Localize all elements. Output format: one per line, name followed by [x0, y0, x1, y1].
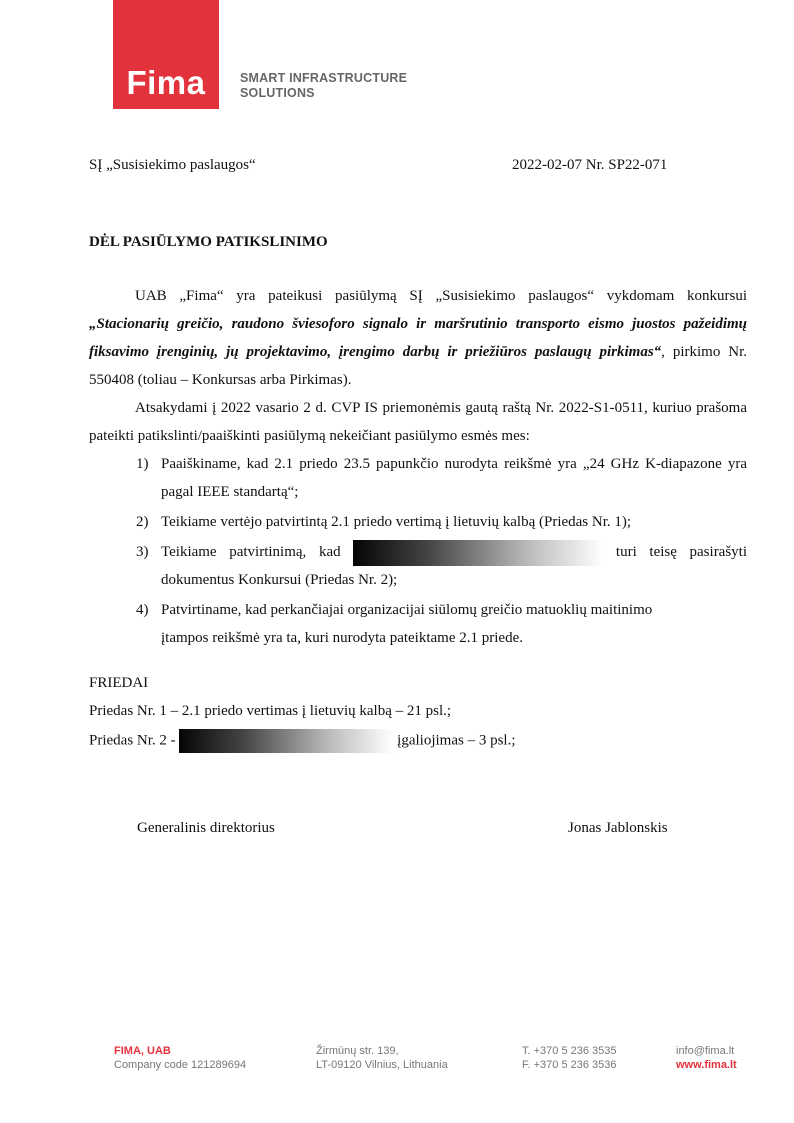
- list-item: 4) Patvirtiname, kad perkančiajai organizacijai siūlomų greičio matuoklių maitinimo įtampos reikšmė yra ta, kuri nurodyta pateiktame 2.1 priede.: [136, 602, 653, 646]
- intro-tail: , pirkimo Nr. 550408 (toliau – Konkursas arba Pirkimas).: [89, 344, 747, 388]
- response-list: [136, 450, 747, 654]
- tagline-line-1: SMART INFRASTRUCTURE: [240, 71, 408, 85]
- footer-company: FIMA, UAB Company code 121289694: [114, 1045, 247, 1071]
- response-text: Atsakydami į 2022 vasario 2 d. CVP IS priemonėmis gautą raštą Nr. 2022-S1-0511, kuriuo prašoma pateikti patikslinti/paaiškinti pasiūlymą nekeičiant pasiūlymo esmės mes:: [89, 400, 747, 444]
- logo-text: Fima: [126, 64, 206, 101]
- addressee: SĮ „Susisiekimo paslaugos“: [89, 157, 256, 173]
- redacted-attachment-name: [179, 729, 393, 753]
- signatory-role: Generalinis direktorius: [137, 820, 275, 836]
- date-reference: 2022-02-07 Nr. SP22-071: [512, 157, 668, 173]
- company-tagline: [240, 71, 407, 101]
- response-paragraph: [89, 394, 747, 450]
- list-item: 1) Paaiškiname, kad 2.1 priedo 23.5 papunkčio nurodyta reikšmė yra „24 GHz K-diapazone yra pagal IEEE standartą“;: [136, 456, 747, 500]
- attachment-2: Priedas Nr. 2 - įgaliojimas – 3 psl.;: [89, 729, 516, 753]
- intro-text: UAB „Fima“ yra pateikusi pasiūlymą SĮ „Susisiekimo paslaugos“ vykdomam konkursui: [135, 288, 747, 304]
- intro-paragraph: [89, 282, 747, 394]
- website-link[interactable]: www.fima.lt: [676, 1059, 737, 1071]
- footer-address: Žirmūnų str. 139, LT-09120 Vilnius, Lithuania: [316, 1045, 448, 1071]
- attachment-1: Priedas Nr. 1 – 2.1 priedo vertimas į lietuvių kalbą – 21 psl.;: [89, 703, 452, 719]
- tagline-line-2: SOLUTIONS: [240, 86, 315, 100]
- footer-phones: T. +370 5 236 3535 F. +370 5 236 3536: [522, 1045, 617, 1071]
- letter-title: DĖL PASIŪLYMO PATIKSLINIMO: [89, 234, 328, 250]
- email-link[interactable]: info@fima.lt: [676, 1045, 735, 1057]
- tender-name: „Stacionarių greičio, raudono šviesoforo signalo ir maršrutinio transporto eismo juostos pažeidimų fiksavimo įrenginių, jų projektavimo, įrengimo darbų ir priežiūros paslaugų pirkimas“: [89, 316, 747, 360]
- list-item: 2) Teikiame vertėjo patvirtintą 2.1 priedo vertimą į lietuvių kalbą (Priedas Nr. 1);: [136, 514, 632, 530]
- footer-contacts: [676, 1044, 737, 1072]
- attachments-heading: FRIEDAI: [89, 675, 149, 691]
- fima-logo: [113, 0, 219, 109]
- redacted-name: [353, 540, 603, 566]
- signatory-name: Jonas Jablonskis: [568, 820, 668, 836]
- list-item: 3) Teikiame patvirtinimą, kad turi teisę pasirašyti dokumentus Konkursui (Priedas Nr. 2);: [136, 538, 747, 594]
